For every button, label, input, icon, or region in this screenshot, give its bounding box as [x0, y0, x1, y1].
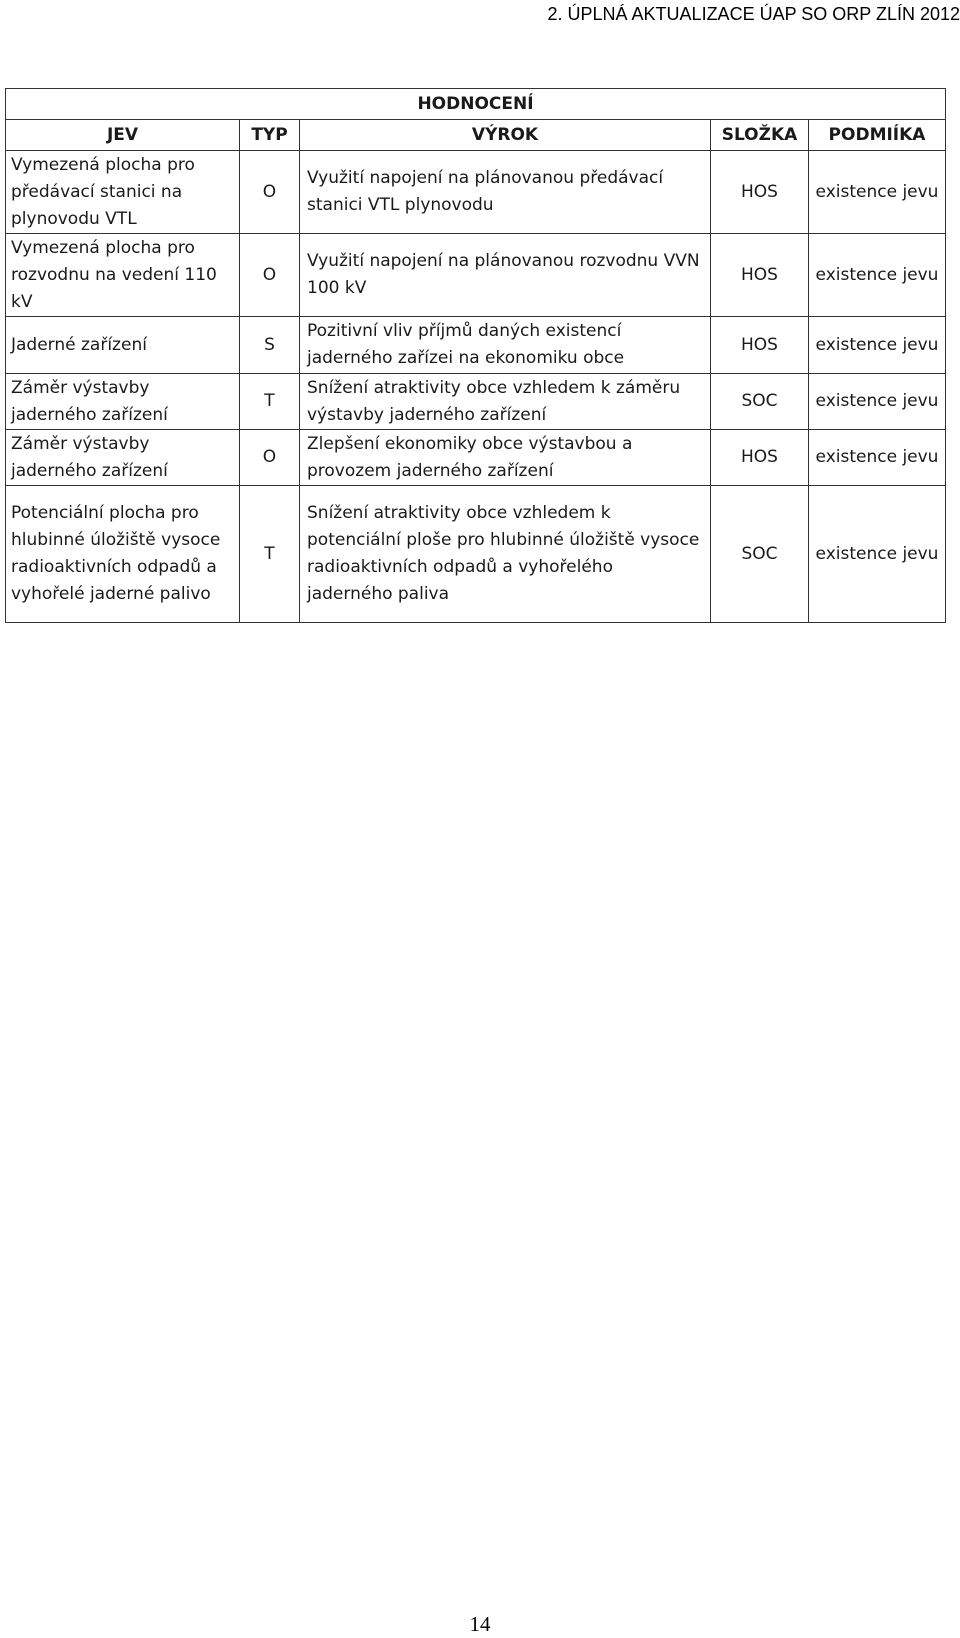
cell-jev: Záměr výstavby jaderného zařízení	[6, 430, 240, 486]
cell-jev: Potenciální plocha pro hlubinné úložiště vysoce radioaktivních odpadů a vyhořelé jaderné palivo	[6, 486, 240, 623]
cell-vyrok: Zlepšení ekonomiky obce výstavbou a provozem jaderného zařízení	[300, 430, 711, 486]
cell-slozka: HOS	[711, 430, 809, 486]
column-header-jev: JEV	[6, 120, 240, 151]
cell-slozka: SOC	[711, 486, 809, 623]
cell-podminka: existence jevu	[809, 374, 946, 430]
cell-vyrok: Využití napojení na plánovanou rozvodnu VVN 100 kV	[300, 234, 711, 317]
column-header-vyrok: VÝROK	[300, 120, 711, 151]
cell-podminka: existence jevu	[809, 317, 946, 374]
cell-typ: T	[240, 486, 300, 623]
page-header: 2. ÚPLNÁ AKTUALIZACE ÚAP SO ORP ZLÍN 2012	[547, 4, 960, 24]
table-row	[6, 317, 946, 374]
cell-vyrok: Pozitivní vliv příjmů daných existencí jaderného zařízei na ekonomiku obce	[300, 317, 711, 374]
evaluation-table	[5, 88, 946, 623]
table-title: HODNOCENÍ	[6, 89, 946, 120]
cell-slozka: HOS	[711, 234, 809, 317]
cell-podminka: existence jevu	[809, 151, 946, 234]
table-row	[6, 234, 946, 317]
column-header-podminka: PODMIÍKA	[809, 120, 946, 151]
cell-podminka: existence jevu	[809, 486, 946, 623]
cell-typ: O	[240, 430, 300, 486]
cell-slozka: HOS	[711, 317, 809, 374]
table-row	[6, 151, 946, 234]
table-row	[6, 430, 946, 486]
table-row	[6, 486, 946, 623]
cell-typ: S	[240, 317, 300, 374]
cell-typ: O	[240, 151, 300, 234]
column-header-typ: TYP	[240, 120, 300, 151]
cell-jev: Jaderné zařízení	[6, 317, 240, 374]
column-header-slozka: SLOŽKA	[711, 120, 809, 151]
cell-vyrok: Snížení atraktivity obce vzhledem k potenciální ploše pro hlubinné úložiště vysoce radioaktivních odpadů a vyhořelého jaderného paliva	[300, 486, 711, 623]
cell-jev: Vymezená plocha pro rozvodnu na vedení 110 kV	[6, 234, 240, 317]
cell-podminka: existence jevu	[809, 430, 946, 486]
table-row	[6, 374, 946, 430]
cell-slozka: HOS	[711, 151, 809, 234]
cell-jev: Záměr výstavby jaderného zařízení	[6, 374, 240, 430]
cell-typ: O	[240, 234, 300, 317]
cell-typ: T	[240, 374, 300, 430]
cell-slozka: SOC	[711, 374, 809, 430]
page-number: 14	[469, 1612, 491, 1636]
cell-podminka: existence jevu	[809, 234, 946, 317]
cell-jev: Vymezená plocha pro předávací stanici na plynovodu VTL	[6, 151, 240, 234]
cell-vyrok: Snížení atraktivity obce vzhledem k záměru výstavby jaderného zařízení	[300, 374, 711, 430]
cell-vyrok: Využití napojení na plánovanou předávací stanici VTL plynovodu	[300, 151, 711, 234]
